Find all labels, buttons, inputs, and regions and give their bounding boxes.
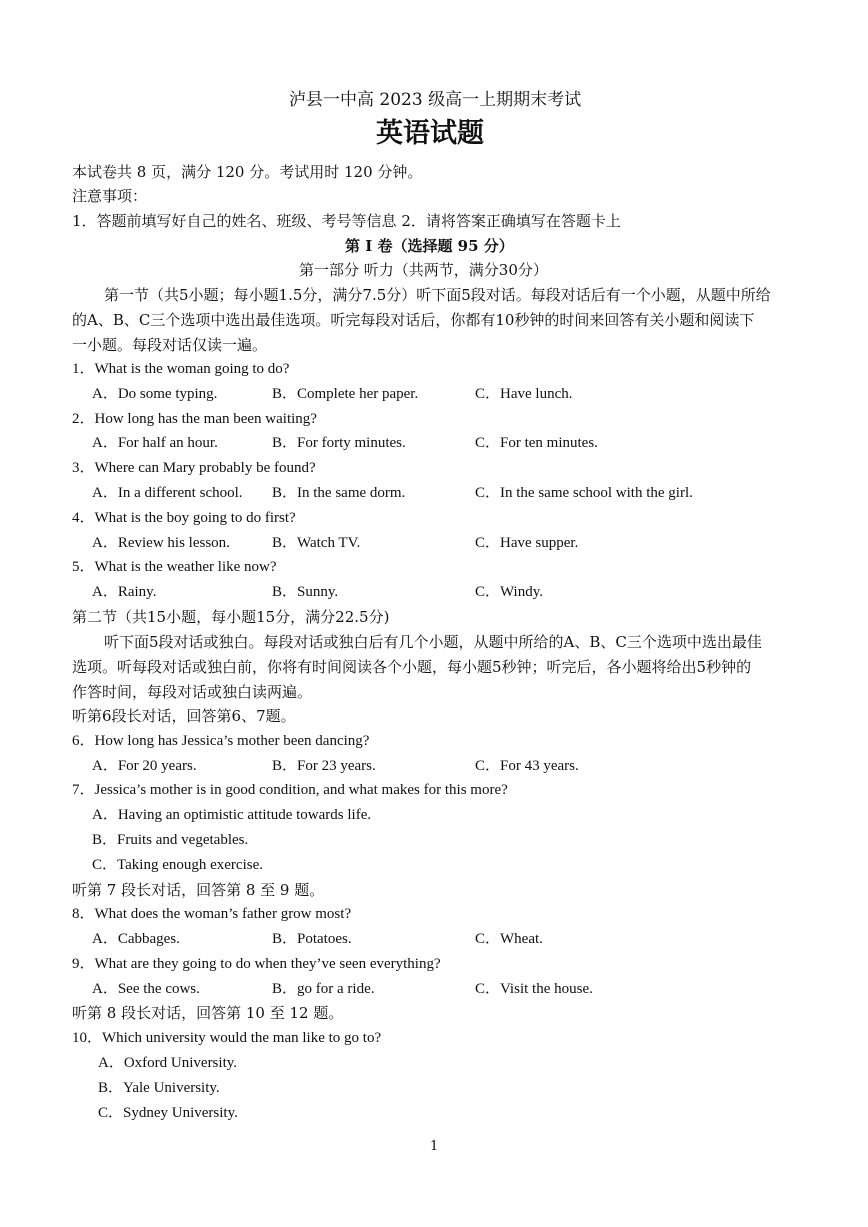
option-b: B．For forty minutes. (272, 435, 406, 451)
option-a: A．In a different school. (92, 485, 243, 501)
question-stem: 2．How long has the man been waiting? (72, 411, 317, 427)
option-c: C．In the same school with the girl. (475, 485, 693, 501)
option-b: B．For 23 years. (272, 758, 376, 774)
section1-instruction-line: 一小题。每段对话仅读一遍。 (72, 336, 268, 354)
dialog-label: 听第 7 段长对话，回答第 8 至 9 题。 (72, 881, 325, 899)
option-a: A．For 20 years. (92, 758, 197, 774)
question-stem: 4．What is the boy going to do first? (72, 510, 296, 526)
part1-heading: 第一部分 听力（共两节，满分30分） (299, 261, 548, 279)
option-a: A．Review his lesson. (92, 535, 230, 551)
volume-heading: 第 I 卷（选择题 95 分） (345, 237, 514, 255)
option-b: B．Potatoes. (272, 931, 352, 947)
option-c: C．Have lunch. (475, 386, 573, 402)
option-b: B．Fruits and vegetables. (92, 832, 249, 848)
section2-instruction-line: 选项。听每段对话或独白前，你将有时间阅读各个小题，每小题5秒钟；听完后，各小题将给出5秒钟的 (72, 658, 752, 676)
option-c: C．Windy. (475, 584, 544, 600)
section2-instruction-line: 作答时间，每段对话或独白读两遍。 (72, 683, 313, 701)
option-b: B．Sunny. (272, 584, 339, 600)
notice-item-1: 1．答题前填写好自己的姓名、班级、考号等信息 2．请将答案正确填写在答题卡上 (72, 212, 621, 230)
option-c: C．Have supper. (475, 535, 579, 551)
option-c: C．Taking enough exercise. (92, 857, 263, 873)
option-c: C．Wheat. (475, 931, 543, 947)
question-stem: 5．What is the weather like now? (72, 559, 277, 575)
dialog-label: 听第6段长对话，回答第6、7题。 (72, 707, 296, 725)
notice-label: 注意事项： (72, 187, 148, 205)
dialog-label: 听第 8 段长对话，回答第 10 至 12 题。 (72, 1004, 344, 1022)
question-stem: 6．How long has Jessica’s mother been dancing? (72, 733, 370, 749)
question-stem: 8．What does the woman’s father grow most? (72, 906, 352, 922)
option-a: A．For half an hour. (92, 435, 218, 451)
page-number: 1 (430, 1139, 439, 1154)
option-a: A．Having an optimistic attitude towards life. (92, 807, 372, 823)
exam-title: 英语试题 (376, 118, 484, 149)
question-stem: 1．What is the woman going to do? (72, 361, 290, 377)
option-c: C．For ten minutes. (475, 435, 598, 451)
option-c: C．Visit the house. (475, 981, 593, 997)
option-c: C．For 43 years. (475, 758, 579, 774)
option-c: C．Sydney University. (98, 1105, 238, 1121)
option-a: A．Rainy. (92, 584, 157, 600)
option-b: B．Complete her paper. (272, 386, 419, 402)
exam-subtitle: 泸县一中高 2023 级高一上期期末考试 (289, 90, 582, 110)
question-stem: 7．Jessica’s mother is in good condition, and what makes for this more? (72, 782, 508, 798)
option-a: A．See the cows. (92, 981, 200, 997)
section1-instruction-line: 第一节（共5小题；每小题1.5分，满分7.5分）听下面5段对话。每段对话后有一个小题，从题中所给 (104, 286, 771, 304)
question-stem: 10．Which university would the man like to go to? (72, 1030, 382, 1046)
question-stem: 3．Where can Mary probably be found? (72, 460, 316, 476)
section1-instruction-line: 的A、B、C三个选项中选出最佳选项。听完每段对话后，你都有10秒钟的时间来回答有关小题和阅读下 (72, 311, 755, 329)
pages-info: 本试卷共 8 页，满分 120 分。考试用时 120 分钟。 (72, 163, 423, 181)
section2-instruction-line: 听下面5段对话或独白。每段对话或独白后有几个小题，从题中所给的A、B、C三个选项中选出最佳 (104, 633, 762, 651)
option-b: B．In the same dorm. (272, 485, 406, 501)
option-a: A．Do some typing. (92, 386, 218, 402)
option-a: A．Oxford University. (98, 1055, 238, 1071)
option-a: A．Cabbages. (92, 931, 180, 947)
option-b: B．go for a ride. (272, 981, 375, 997)
option-b: B．Yale University. (98, 1080, 220, 1096)
option-b: B．Watch TV. (272, 535, 361, 551)
section2-heading: 第二节（共15小题，每小题15分，满分22.5分) (72, 608, 390, 626)
question-stem: 9．What are they going to do when they’ve seen everything? (72, 956, 441, 972)
